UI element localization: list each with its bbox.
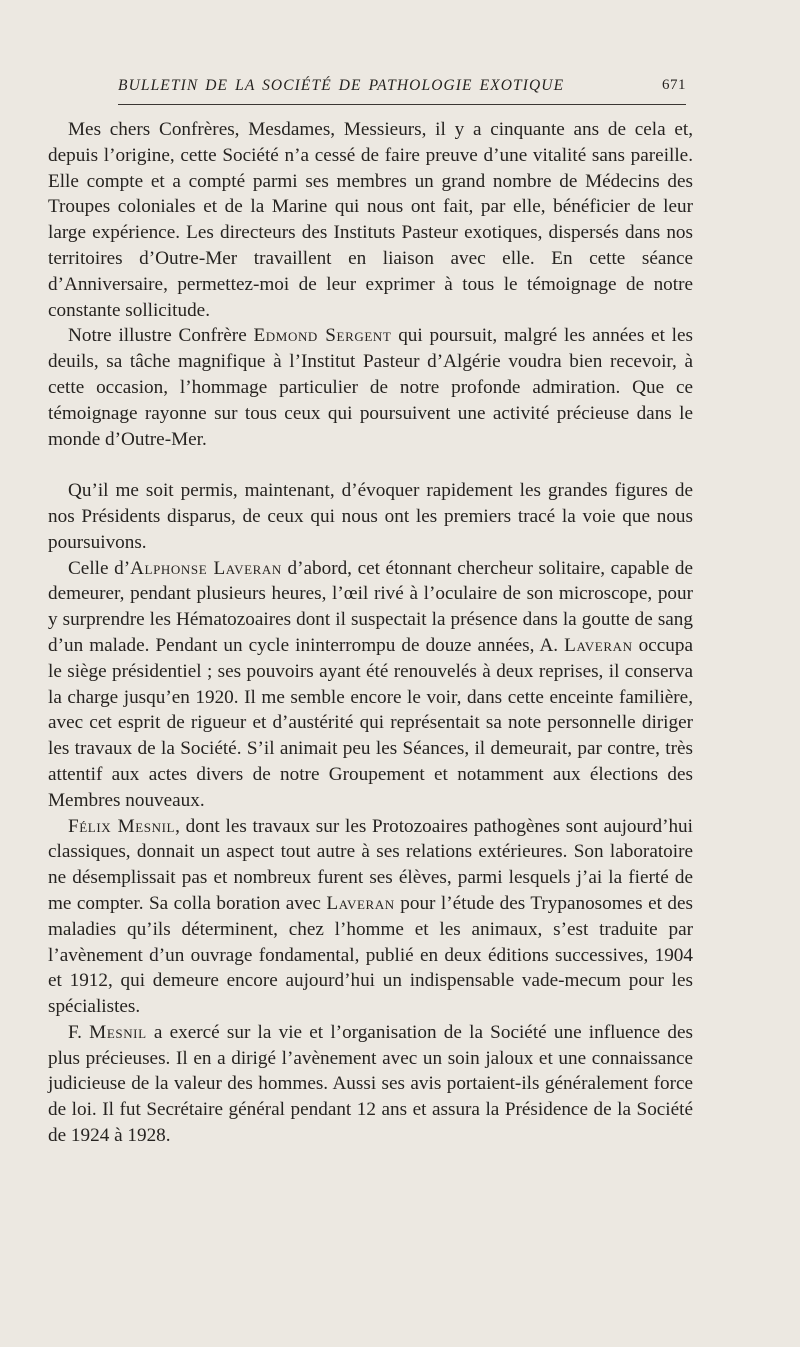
paragraph-anniversary bbox=[48, 117, 693, 323]
paragraph-text: Notre illustre Confrère bbox=[68, 325, 254, 347]
person-name: Edmond Sergent bbox=[253, 325, 392, 347]
paragraph-text: qui poursuit, malgré les années et les deuils, sa tâche magnifique à l’Institut Pasteur d’Algérie voudra bien recevoir, à cette occasion, l’hommage particulier de notre profonde admiration. Que ce témoignage rayonne sur tous ceux qui poursuivent une activité précieuse dans le monde d’Outre-Mer. bbox=[48, 325, 693, 450]
paragraph-text: , dont les travaux sur les Protozoaires pathogènes sont aujourd’hui classiques, donnait un aspect tout autre à ses relations extérieures. Son laboratoire ne désemplissait pas et nombreux furent ses élèves, parmi lesquels j’ai la fierté de me compter. Sa colla boration avec bbox=[48, 815, 693, 914]
paragraph-text: Qu’il me soit permis, maintenant, d’évoquer rapidement les grandes figures de nos Présidents disparus, de ceux qui nous ont les premiers tracé la voie que nous poursuivons. bbox=[48, 480, 693, 553]
paragraph-mesnil bbox=[48, 814, 693, 1020]
paragraph-text: F. bbox=[68, 1021, 90, 1043]
paragraph-text: pour l’étude des Trypanosomes et des maladies qu’ils déterminent, chez l’homme et les animaux, s’est traduite par l’avènement d’un ouvrage fondamental, publié en deux éditions successives, 1904 et 1912, qui demeure encore aujourd’hui un indispensable vade-mecum pour les spécialistes. bbox=[48, 892, 693, 1018]
paragraph-mesnil-influence bbox=[48, 1020, 693, 1149]
paragraph-text: occupa le siège présidentiel ; ses pouvoirs ayant été renouvelés à deux reprises, il conserva la charge jusqu’en 1920. Il me semble encore le voir, dans cette enceinte familière, avec cet esprit de rigueur et d’austérité qui représentait sa note personnelle diriger les travaux de la Société. S’il animait peu les Séances, il demeurait, par contre, très attentif aux actes divers de notre Groupement et notamment aux élections des Membres nouveaux. bbox=[48, 634, 693, 811]
paragraph-text: Mes chers Confrères, Mesdames, Messieurs, il y a cinquante ans de cela et, depuis l’origine, cette Société n’a cessé de faire preuve d’une vitalité sans pareille. Elle compte et a compté parmi ses membres un grand nombre de Médecins des Troupes coloniales et de la Marine qui nous ont fait, par elle, bénéficier de leur large expérience. Les directeurs des Instituts Pasteur exotiques, dispersés dans nos territoires d’Outre-Mer travaillent en liaison avec elle. En cette séance d’Anniversaire, permettez-moi de leur exprimer à tous le témoignage de notre constante sollicitude. bbox=[48, 119, 693, 321]
running-header bbox=[118, 77, 686, 101]
page-number: 671 bbox=[662, 77, 686, 93]
paragraph-laveran bbox=[48, 556, 693, 814]
paragraph-presidents bbox=[48, 478, 693, 555]
person-name: Mesnil bbox=[89, 1021, 147, 1043]
paragraph-text: Celle d’ bbox=[68, 557, 131, 579]
paragraph-sergent bbox=[48, 323, 693, 452]
paragraph-text: d’abord, cet étonnant chercheur solitaire, capable de demeurer, pendant plusieurs heures, l’œil rivé à l’oculaire de son microscope, pour y surprendre les Hématozoaires dont il suspectait la présence dans la goutte de sang d’un malade. Pendant un cycle ininterrompu de douze années, A. bbox=[48, 557, 693, 656]
person-name: Laveran bbox=[326, 892, 395, 914]
paragraph-text: a exercé sur la vie et l’organisation de la Société une influence des plus précieuses. Il en a dirigé l’avènement avec un soin jaloux et une connaissance judicieuse de la valeur des hommes. Aussi ses avis portaient-ils généralement force de loi. Il fut Secrétaire général pendant 12 ans et assura la Présidence de la Société de 1924 à 1928. bbox=[48, 1021, 693, 1147]
person-name: Laveran bbox=[564, 634, 633, 656]
person-name: Félix Mesnil bbox=[68, 815, 176, 837]
body-text bbox=[48, 117, 693, 1149]
person-name: Alphonse Laveran bbox=[130, 557, 282, 579]
header-rule bbox=[118, 104, 686, 105]
running-title: BULLETIN DE LA SOCIÉTÉ DE PATHOLOGIE EXOTIQUE bbox=[118, 77, 565, 94]
